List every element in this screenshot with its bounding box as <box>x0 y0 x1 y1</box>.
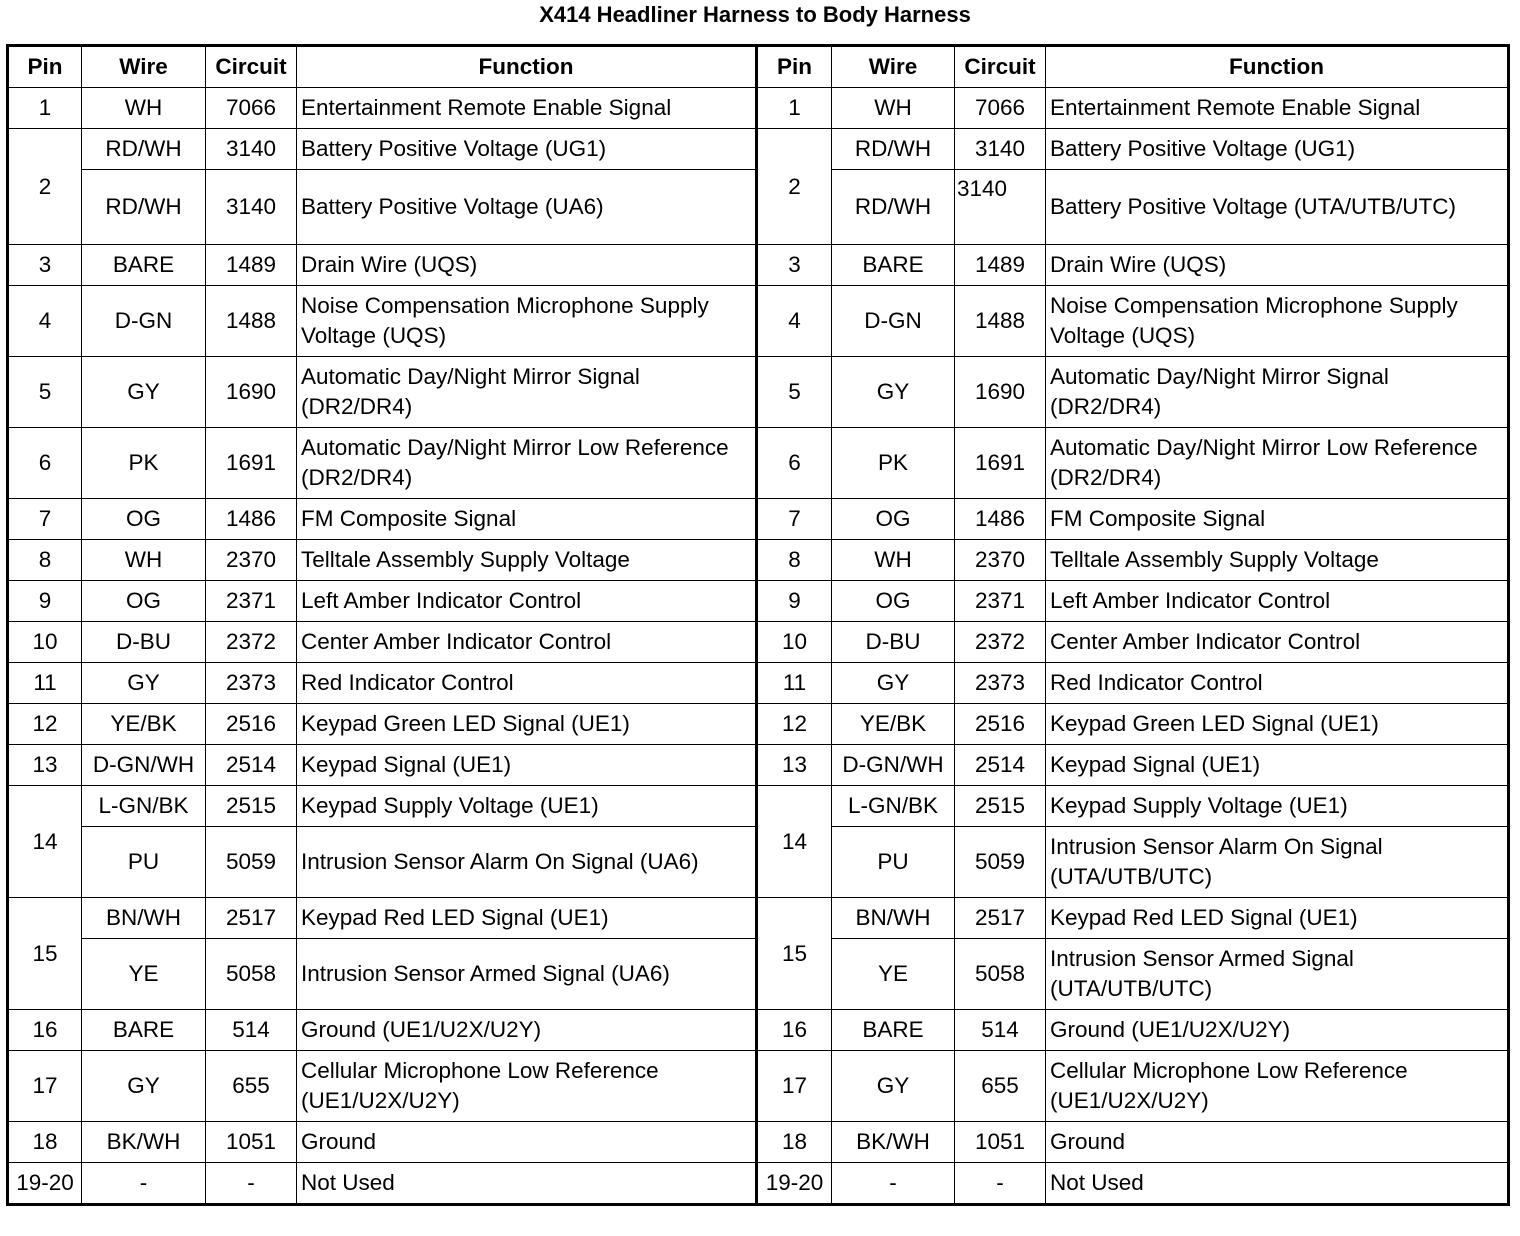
wire-cell: GY <box>82 357 206 428</box>
pin-cell: 10 <box>8 622 82 663</box>
function-cell: Entertainment Remote Enable Signal <box>1046 88 1509 129</box>
circuit-cell: 2517 <box>206 898 297 939</box>
wire-cell: GY <box>832 1051 955 1122</box>
function-cell: Keypad Green LED Signal (UE1) <box>297 704 757 745</box>
function-cell: Red Indicator Control <box>297 663 757 704</box>
table-row <box>8 786 1509 827</box>
pin-cell: 18 <box>757 1122 832 1163</box>
header-circuit: Circuit <box>206 46 297 88</box>
function-cell: Red Indicator Control <box>1046 663 1509 704</box>
pin-cell: 3 <box>757 245 832 286</box>
circuit-cell: 514 <box>206 1010 297 1051</box>
wire-cell: YE/BK <box>82 704 206 745</box>
wire-cell: OG <box>832 499 955 540</box>
pin-cell: 17 <box>757 1051 832 1122</box>
pin-cell: 19-20 <box>757 1163 832 1205</box>
pin-cell: 5 <box>8 357 82 428</box>
header-row <box>8 46 1509 88</box>
wire-cell: WH <box>82 540 206 581</box>
wire-cell: BARE <box>82 245 206 286</box>
function-cell: Keypad Red LED Signal (UE1) <box>1046 898 1509 939</box>
table-row <box>8 245 1509 286</box>
circuit-cell: 1691 <box>955 428 1046 499</box>
function-cell: FM Composite Signal <box>297 499 757 540</box>
table-row <box>8 704 1509 745</box>
function-cell: Keypad Green LED Signal (UE1) <box>1046 704 1509 745</box>
wire-cell: WH <box>832 540 955 581</box>
function-cell: Battery Positive Voltage (UG1) <box>297 129 757 170</box>
wire-cell: D-GN <box>832 286 955 357</box>
function-cell: Automatic Day/Night Mirror Low Reference (DR2/DR4) <box>1046 428 1509 499</box>
circuit-cell: 2516 <box>206 704 297 745</box>
wire-cell: RD/WH <box>832 129 955 170</box>
wire-cell: WH <box>82 88 206 129</box>
circuit-cell: 1489 <box>206 245 297 286</box>
function-cell: Drain Wire (UQS) <box>1046 245 1509 286</box>
wire-cell: BK/WH <box>82 1122 206 1163</box>
header-wire: Wire <box>82 46 206 88</box>
circuit-cell: 2515 <box>955 786 1046 827</box>
function-cell: Not Used <box>297 1163 757 1205</box>
function-cell: Cellular Microphone Low Reference (UE1/U2X/U2Y) <box>1046 1051 1509 1122</box>
wire-cell: RD/WH <box>82 129 206 170</box>
wire-cell: D-GN/WH <box>832 745 955 786</box>
circuit-cell: 1051 <box>955 1122 1046 1163</box>
pin-cell: 13 <box>757 745 832 786</box>
pin-cell: 7 <box>757 499 832 540</box>
header-pin: Pin <box>757 46 832 88</box>
function-cell: FM Composite Signal <box>1046 499 1509 540</box>
wire-cell: GY <box>82 663 206 704</box>
table-row <box>8 129 1509 170</box>
pin-cell: 1 <box>757 88 832 129</box>
circuit-cell: 5059 <box>955 827 1046 898</box>
pin-cell: 11 <box>757 663 832 704</box>
circuit-cell: 655 <box>955 1051 1046 1122</box>
table-row <box>8 581 1509 622</box>
function-cell: Not Used <box>1046 1163 1509 1205</box>
pin-cell: 19-20 <box>8 1163 82 1205</box>
function-cell: Left Amber Indicator Control <box>297 581 757 622</box>
pin-cell: 6 <box>8 428 82 499</box>
circuit-cell: - <box>955 1163 1046 1205</box>
table-row <box>8 898 1509 939</box>
circuit-cell: 7066 <box>955 88 1046 129</box>
circuit-cell: 1690 <box>206 357 297 428</box>
table-row <box>8 357 1509 428</box>
circuit-cell: 5058 <box>206 939 297 1010</box>
function-cell: Keypad Supply Voltage (UE1) <box>297 786 757 827</box>
circuit-cell: 3140 <box>206 129 297 170</box>
circuit-cell: 1690 <box>955 357 1046 428</box>
table-row <box>8 499 1509 540</box>
circuit-cell: 2373 <box>955 663 1046 704</box>
circuit-cell: 1488 <box>955 286 1046 357</box>
table-row <box>8 1010 1509 1051</box>
function-cell: Battery Positive Voltage (UTA/UTB/UTC) <box>1046 170 1509 245</box>
table-row <box>8 745 1509 786</box>
wire-cell: YE <box>82 939 206 1010</box>
wire-cell: L-GN/BK <box>832 786 955 827</box>
wire-cell: OG <box>82 581 206 622</box>
pin-cell: 9 <box>757 581 832 622</box>
circuit-cell: 2371 <box>955 581 1046 622</box>
circuit-cell: 3140 <box>955 129 1046 170</box>
wire-cell: RD/WH <box>82 170 206 245</box>
function-cell: Noise Compensation Microphone Supply Voltage (UQS) <box>1046 286 1509 357</box>
header-wire: Wire <box>832 46 955 88</box>
wire-cell: PU <box>82 827 206 898</box>
connector-pinout-table <box>6 44 1510 1206</box>
function-cell: Telltale Assembly Supply Voltage <box>297 540 757 581</box>
function-cell: Keypad Signal (UE1) <box>1046 745 1509 786</box>
function-cell: Battery Positive Voltage (UG1) <box>1046 129 1509 170</box>
circuit-cell: 2372 <box>206 622 297 663</box>
wire-cell: BN/WH <box>832 898 955 939</box>
wire-cell: GY <box>832 357 955 428</box>
wire-cell: BARE <box>82 1010 206 1051</box>
pin-cell: 8 <box>757 540 832 581</box>
table-row <box>8 1163 1509 1205</box>
pin-cell: 13 <box>8 745 82 786</box>
pin-cell: 1 <box>8 88 82 129</box>
pin-cell: 11 <box>8 663 82 704</box>
wire-cell: L-GN/BK <box>82 786 206 827</box>
function-cell: Intrusion Sensor Armed Signal (UTA/UTB/UTC) <box>1046 939 1509 1010</box>
function-cell: Cellular Microphone Low Reference (UE1/U2X/U2Y) <box>297 1051 757 1122</box>
circuit-cell: 2514 <box>955 745 1046 786</box>
circuit-cell: 2372 <box>955 622 1046 663</box>
circuit-cell: 655 <box>206 1051 297 1122</box>
wire-cell: OG <box>82 499 206 540</box>
function-cell: Keypad Signal (UE1) <box>297 745 757 786</box>
function-cell: Keypad Supply Voltage (UE1) <box>1046 786 1509 827</box>
wire-cell: PU <box>832 827 955 898</box>
wire-cell: OG <box>832 581 955 622</box>
wire-cell: YE/BK <box>832 704 955 745</box>
wire-cell: BN/WH <box>82 898 206 939</box>
wire-cell: PK <box>82 428 206 499</box>
pin-cell: 17 <box>8 1051 82 1122</box>
circuit-cell: 1691 <box>206 428 297 499</box>
wire-cell: D-BU <box>832 622 955 663</box>
function-cell: Telltale Assembly Supply Voltage <box>1046 540 1509 581</box>
circuit-cell: 5058 <box>955 939 1046 1010</box>
pin-cell: 15 <box>8 898 82 1010</box>
circuit-cell: 2373 <box>206 663 297 704</box>
circuit-cell: 1051 <box>206 1122 297 1163</box>
wire-cell: WH <box>832 88 955 129</box>
table-row <box>8 622 1509 663</box>
circuit-cell: 2514 <box>206 745 297 786</box>
circuit-cell: 2515 <box>206 786 297 827</box>
circuit-cell: 1489 <box>955 245 1046 286</box>
function-cell: Ground (UE1/U2X/U2Y) <box>1046 1010 1509 1051</box>
pin-cell: 5 <box>757 357 832 428</box>
pin-cell: 14 <box>8 786 82 898</box>
wire-cell: - <box>82 1163 206 1205</box>
pin-cell: 4 <box>757 286 832 357</box>
table-row <box>8 1051 1509 1122</box>
table-row <box>8 540 1509 581</box>
wire-cell: - <box>832 1163 955 1205</box>
page-title: X414 Headliner Harness to Body Harness <box>539 2 971 27</box>
circuit-cell: - <box>206 1163 297 1205</box>
wire-cell: GY <box>832 663 955 704</box>
function-cell: Automatic Day/Night Mirror Low Reference (DR2/DR4) <box>297 428 757 499</box>
circuit-cell: 2370 <box>206 540 297 581</box>
pin-cell: 6 <box>757 428 832 499</box>
circuit-cell: 2371 <box>206 581 297 622</box>
table-row <box>8 663 1509 704</box>
circuit-cell: 1488 <box>206 286 297 357</box>
wire-cell: D-GN <box>82 286 206 357</box>
function-cell: Automatic Day/Night Mirror Signal (DR2/DR4) <box>1046 357 1509 428</box>
header-function: Function <box>1046 46 1509 88</box>
circuit-cell: 2370 <box>955 540 1046 581</box>
circuit-cell: 2516 <box>955 704 1046 745</box>
table-row <box>8 88 1509 129</box>
pin-cell: 18 <box>8 1122 82 1163</box>
table-row <box>8 286 1509 357</box>
circuit-cell: 1486 <box>206 499 297 540</box>
wire-cell: D-BU <box>82 622 206 663</box>
wire-cell: GY <box>82 1051 206 1122</box>
table-row <box>8 1122 1509 1163</box>
wire-cell: BARE <box>832 1010 955 1051</box>
function-cell: Intrusion Sensor Armed Signal (UA6) <box>297 939 757 1010</box>
circuit-cell: 1486 <box>955 499 1046 540</box>
circuit-cell: 2517 <box>955 898 1046 939</box>
function-cell: Intrusion Sensor Alarm On Signal (UTA/UTB/UTC) <box>1046 827 1509 898</box>
wire-cell: YE <box>832 939 955 1010</box>
header-circuit: Circuit <box>955 46 1046 88</box>
pin-cell: 7 <box>8 499 82 540</box>
function-cell: Center Amber Indicator Control <box>297 622 757 663</box>
circuit-cell: 5059 <box>206 827 297 898</box>
table-row <box>8 428 1509 499</box>
pin-cell: 14 <box>757 786 832 898</box>
function-cell: Noise Compensation Microphone Supply Voltage (UQS) <box>297 286 757 357</box>
pin-cell: 4 <box>8 286 82 357</box>
function-cell: Automatic Day/Night Mirror Signal (DR2/DR4) <box>297 357 757 428</box>
pin-cell: 12 <box>8 704 82 745</box>
wire-cell: PK <box>832 428 955 499</box>
pin-cell: 16 <box>8 1010 82 1051</box>
wire-cell: D-GN/WH <box>82 745 206 786</box>
circuit-cell: 7066 <box>206 88 297 129</box>
pin-cell: 10 <box>757 622 832 663</box>
pin-cell: 2 <box>757 129 832 245</box>
pin-cell: 16 <box>757 1010 832 1051</box>
wire-cell: BARE <box>832 245 955 286</box>
pin-cell: 3 <box>8 245 82 286</box>
wire-cell: BK/WH <box>832 1122 955 1163</box>
function-cell: Battery Positive Voltage (UA6) <box>297 170 757 245</box>
circuit-cell: 3140 <box>955 170 1046 245</box>
function-cell: Ground <box>1046 1122 1509 1163</box>
function-cell: Intrusion Sensor Alarm On Signal (UA6) <box>297 827 757 898</box>
function-cell: Center Amber Indicator Control <box>1046 622 1509 663</box>
pin-cell: 15 <box>757 898 832 1010</box>
header-function: Function <box>297 46 757 88</box>
function-cell: Ground (UE1/U2X/U2Y) <box>297 1010 757 1051</box>
function-cell: Drain Wire (UQS) <box>297 245 757 286</box>
circuit-cell: 514 <box>955 1010 1046 1051</box>
function-cell: Entertainment Remote Enable Signal <box>297 88 757 129</box>
function-cell: Keypad Red LED Signal (UE1) <box>297 898 757 939</box>
pin-cell: 2 <box>8 129 82 245</box>
wire-cell: RD/WH <box>832 170 955 245</box>
function-cell: Ground <box>297 1122 757 1163</box>
function-cell: Left Amber Indicator Control <box>1046 581 1509 622</box>
circuit-cell: 3140 <box>206 170 297 245</box>
header-pin: Pin <box>8 46 82 88</box>
pin-cell: 9 <box>8 581 82 622</box>
pin-cell: 12 <box>757 704 832 745</box>
pin-cell: 8 <box>8 540 82 581</box>
